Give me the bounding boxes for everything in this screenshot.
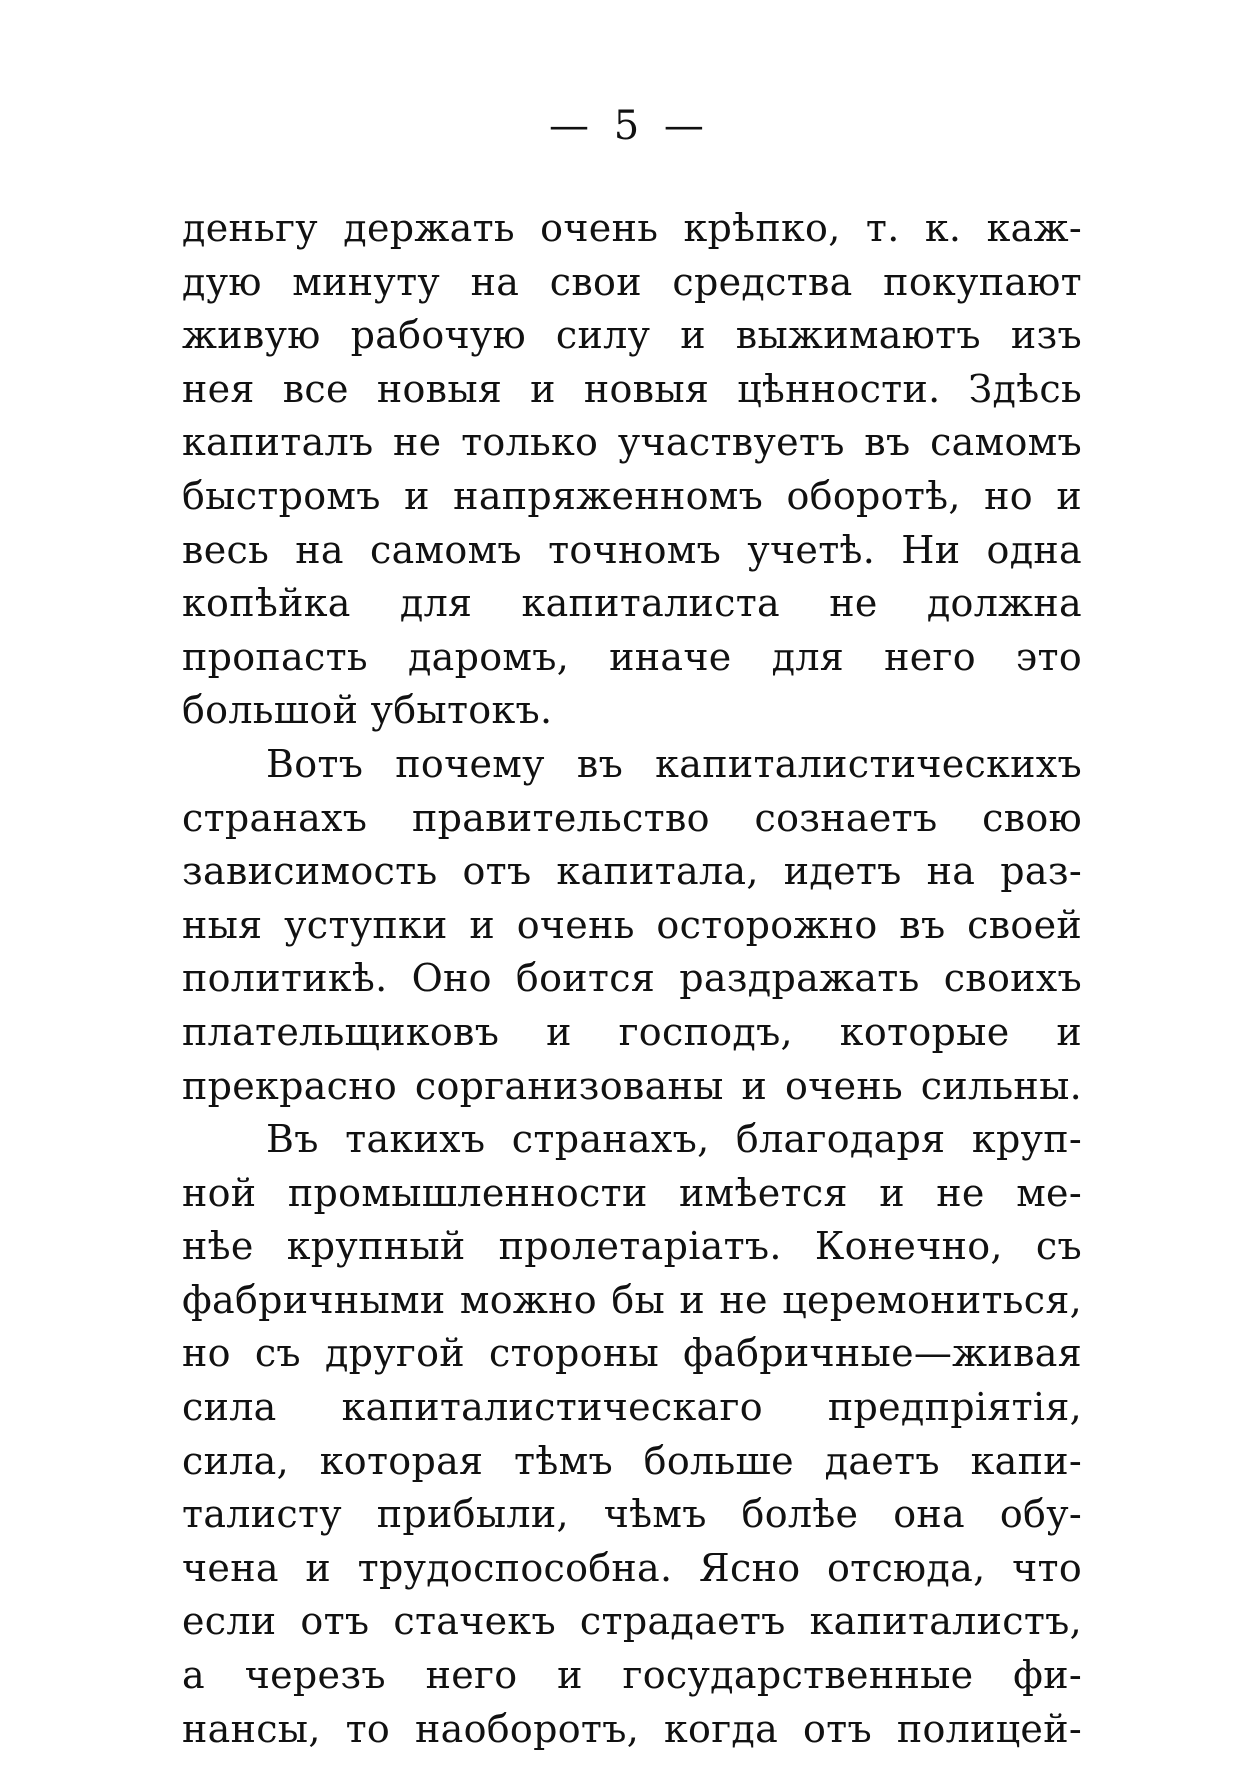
text-line: а черезъ него и государственные фи- [182,1653,1082,1698]
text-line: если отъ стачекъ страдаетъ капиталистъ, [182,1599,1082,1644]
text-line: капиталъ не только участвуетъ въ самомъ [182,420,1082,465]
text-line: странахъ правительство сознаетъ свою [182,795,1082,840]
text-line: зависимость отъ капитала, идетъ на раз- [182,849,1082,894]
text-line: Въ такихъ странахъ, благодаря круп- [266,1117,1082,1162]
text-line: фабричными можно бы и не церемониться, [182,1277,1082,1322]
text-line: прекрасно сорганизованы и очень сильны. [182,1063,1082,1108]
body-text [182,202,1082,1756]
text-line: быстромъ и напряженномъ оборотѣ, но и [182,473,1082,518]
text-line: сила капиталистическаго предпріятія, [182,1385,1082,1430]
text-line: весь на самомъ точномъ учетѣ. Ни одна [182,527,1082,572]
text-line: чена и трудоспособна. Ясно отсюда, что [182,1545,1082,1590]
text-line: пропасть даромъ, иначе для него это [182,634,1082,679]
text-line: копѣйка для капиталиста не должна [182,581,1082,626]
text-line: плательщиковъ и господъ, которые и [182,1009,1082,1054]
text-line: деньгу держать очень крѣпко, т. к. каж- [182,206,1082,250]
text-line: нѣе крупный пролетаріатъ. Конечно, съ [182,1224,1082,1269]
text-line: политикѣ. Оно боится раздражать своихъ [182,956,1082,1001]
text-line: нансы, то наоборотъ, когда отъ полицей- [182,1706,1082,1751]
page-number: — 5 — [549,103,710,149]
text-line: но съ другой стороны фабричные—живая [182,1331,1082,1376]
text-line: дую минуту на свои средства покупают [182,259,1082,304]
text-line: ныя уступки и очень осторожно въ своей [182,902,1082,947]
text-line: талисту прибыли, чѣмъ болѣе она обу- [182,1492,1082,1537]
text-line: нея все новыя и новыя цѣнности. Здѣсь [182,366,1082,411]
text-line: ной промышленности имѣется и не ме- [182,1170,1082,1215]
text-line: сила, которая тѣмъ больше даетъ капи- [182,1438,1082,1483]
text-line: большой убытокъ. [182,688,553,733]
text-line: живую рабочую силу и выжимаютъ изъ [182,313,1082,358]
text-line: Вотъ почему въ капиталистическихъ [266,741,1082,786]
